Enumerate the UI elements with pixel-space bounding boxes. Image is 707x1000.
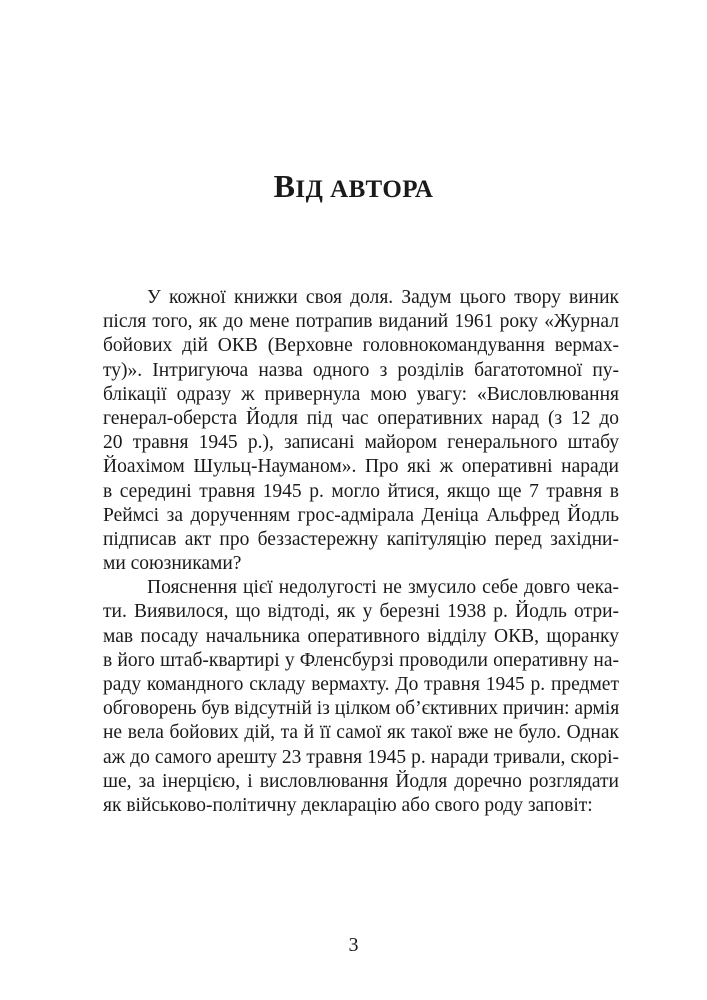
text-line: аж до самого арешту 23 травня 1945 р. наради тривали, скорі- [103, 746, 619, 768]
text-line: як військово-політичну декларацію або свого роду заповіт: [103, 794, 593, 816]
text-line: мав посаду начальника оперативного відділу ОКВ, щоранку [103, 625, 619, 647]
body-text [103, 286, 619, 818]
text-line: ше, за інерцією, і висловлювання Йодля доречно розглядати [103, 770, 619, 792]
text-line: 20 травня 1945 р.), записані майором генерального штабу [103, 432, 619, 454]
text-line: після того, як до мене потрапив виданий 1961 року «Журнал [103, 311, 619, 333]
text-line: не вела бойових дій, та й її самої як такої вже не було. Однак [103, 722, 619, 744]
text-line: блікації одразу ж привернула мою увагу: «Висловлювання [103, 383, 619, 405]
text-line: генерал-оберста Йодля під час оперативних нарад (з 12 до [103, 407, 619, 429]
title-rest: ІД АВТОРА [295, 176, 434, 203]
text-line: раду командного складу вермахту. До травня 1945 р. предмет [103, 674, 619, 695]
text-line: підписав акт про беззастережну капітуляцію перед західни- [103, 528, 619, 550]
text-line: ми союзниками? [103, 553, 242, 575]
text-line: Йоахімом Шульц-Науманом». Про які ж оперативні наради [103, 456, 619, 478]
paragraph [103, 286, 619, 576]
title-initial: В [273, 168, 296, 204]
text-line: обговорень був відсутній із цілком об’єктивних причин: армія [103, 698, 620, 720]
text-line: ту)». Інтригуюча назва одного з розділів багатотомної пу- [103, 359, 619, 381]
text-line: У кожної книжки своя доля. Задум цього твору виник [147, 287, 619, 308]
text-line: в середині травня 1945 р. могло йтися, якщо ще 7 травня в [103, 480, 619, 502]
page-number: 3 [348, 934, 359, 956]
text-line: бойових дій ОКВ (Верховне головнокомандування вермах- [103, 335, 619, 357]
paragraph [103, 576, 619, 818]
text-line: Пояснення цієї недолугості не змусило себе довго чека- [147, 577, 619, 599]
chapter-title [0, 168, 707, 205]
text-line: в його штаб-квартирі у Фленсбурзі проводили оперативну на- [103, 649, 619, 671]
text-line: ти. Виявилося, що відтоді, як у березні 1938 р. Йодль отри- [103, 601, 619, 623]
text-line: Реймсі за дорученням грос-адмірала Деніца Альфред Йодль [103, 504, 619, 526]
